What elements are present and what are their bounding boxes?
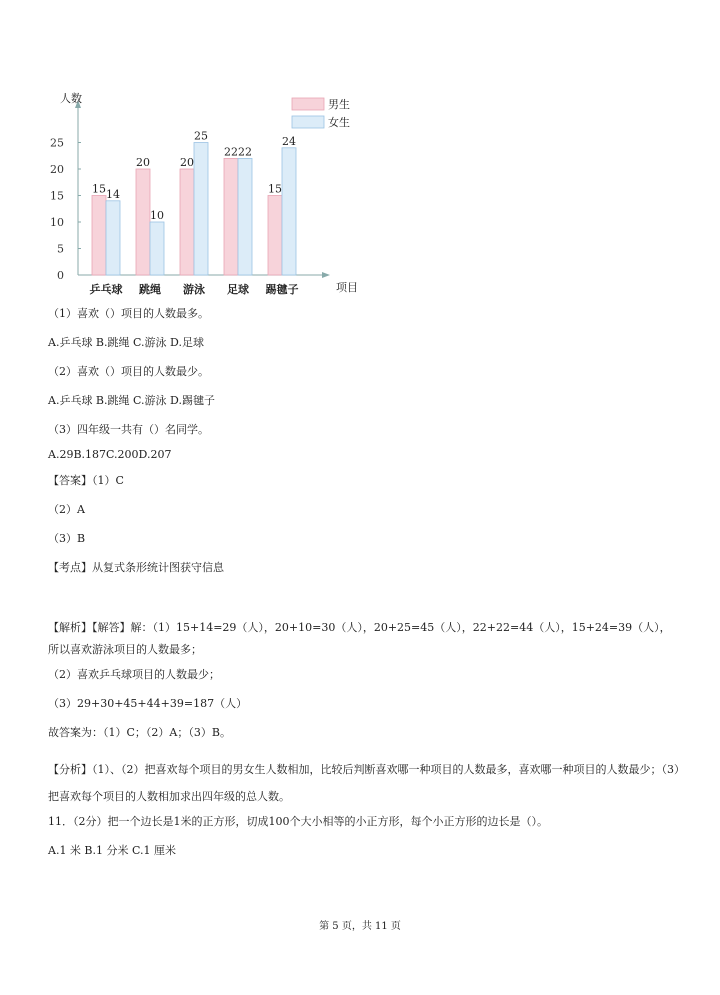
bar [282, 148, 296, 275]
legend-swatch [292, 98, 324, 110]
y-tick-label: 25 [50, 136, 64, 150]
page-footer: 第 5 页，共 11 页 [319, 921, 401, 932]
question-1-options: A.乒乓球 B.跳绳 C.游泳 D.足球 [48, 336, 204, 349]
legend-label: 女生 [328, 116, 350, 129]
bar [238, 158, 252, 275]
chart-legend [292, 97, 350, 129]
answer-line-1: 【答案】（1）C [48, 474, 124, 487]
question-11: 11．（2分）把一个边长是1米的正方形，切成100个大小相等的小正方形，每个小正方形的边长是（）。 [48, 815, 548, 828]
answer-line-2: （2）A [48, 503, 85, 516]
analysis: 【分析】（1）、（2）把喜欢每个项目的男女生人数相加，比较后判断喜欢哪一种项目的人数最多，喜欢哪一种项目的人数最少；（3）把喜欢每个项目的人数相加求出四年级的总人数。 [48, 763, 680, 803]
bar-value-label: 24 [282, 134, 296, 148]
question-2: （2）喜欢（）项目的人数最少。 [48, 365, 209, 378]
bar [268, 196, 282, 276]
bar [136, 169, 150, 275]
bar-value-label: 15 [92, 182, 106, 196]
y-tick-label: 5 [57, 242, 64, 256]
bar-value-label: 22 [238, 145, 252, 159]
explanation-4: 故答案为：（1）C；（2）A；（3）B。 [48, 726, 231, 739]
chart-bars [92, 143, 296, 276]
y-tick-label: 15 [50, 189, 64, 203]
bar-value-label: 22 [224, 145, 238, 159]
y-axis-label: 人数 [60, 92, 82, 105]
bar [224, 158, 238, 275]
question-1: （1）喜欢（）项目的人数最多。 [48, 307, 209, 320]
explanation-2: （2）喜欢乒乓球项目的人数最少； [48, 668, 220, 681]
y-tick-label: 0 [57, 269, 64, 282]
question-3: （3）四年级一共有（）名同学。 [48, 423, 209, 436]
x-tick-label: 足球 [227, 283, 249, 296]
bar-value-label: 20 [180, 156, 194, 169]
x-tick-label: 乒乓球 [89, 283, 123, 296]
explanation-1: 【解析】【解答】解：（1）15+14=29（人），20+10=30（人），20+25=45（人），22+22=44（人），15+24=39（人），所以喜欢游泳项目的人数最多； [48, 621, 671, 656]
bar-value-label: 25 [194, 129, 208, 143]
x-axis-label: 项目 [336, 281, 358, 294]
legend-label: 男生 [328, 98, 350, 111]
question-2-options: A.乒乓球 B.跳绳 C.游泳 D.踢毽子 [48, 394, 215, 407]
answer-line-3: （3）B [48, 532, 86, 545]
explanation-3: （3）29+30+45+44+39=187（人） [48, 697, 248, 710]
bar-value-label: 10 [150, 209, 164, 222]
bar [180, 169, 194, 275]
x-tick-label: 游泳 [183, 283, 205, 296]
bar-value-label: 14 [106, 187, 120, 201]
question-11-options: A.1 米 B.1 分米 C.1 厘米 [48, 844, 177, 857]
y-tick-label: 20 [50, 163, 64, 176]
x-tick-label: 跳绳 [139, 283, 161, 296]
bar [194, 143, 208, 276]
knowledge-point: 【考点】从复式条形统计图获守信息 [48, 561, 224, 574]
bar [92, 196, 106, 276]
bar [150, 222, 164, 275]
x-tick-label: 踢毽子 [265, 283, 299, 296]
bar [106, 201, 120, 275]
question-3-options: A.29B.187C.200D.207 [48, 448, 172, 461]
x-axis-arrow [322, 272, 330, 278]
legend-swatch [292, 116, 324, 128]
bar-value-label: 15 [268, 182, 282, 196]
bar-chart [40, 86, 370, 306]
bar-value-label: 20 [136, 156, 150, 169]
y-tick-label: 10 [50, 216, 64, 229]
